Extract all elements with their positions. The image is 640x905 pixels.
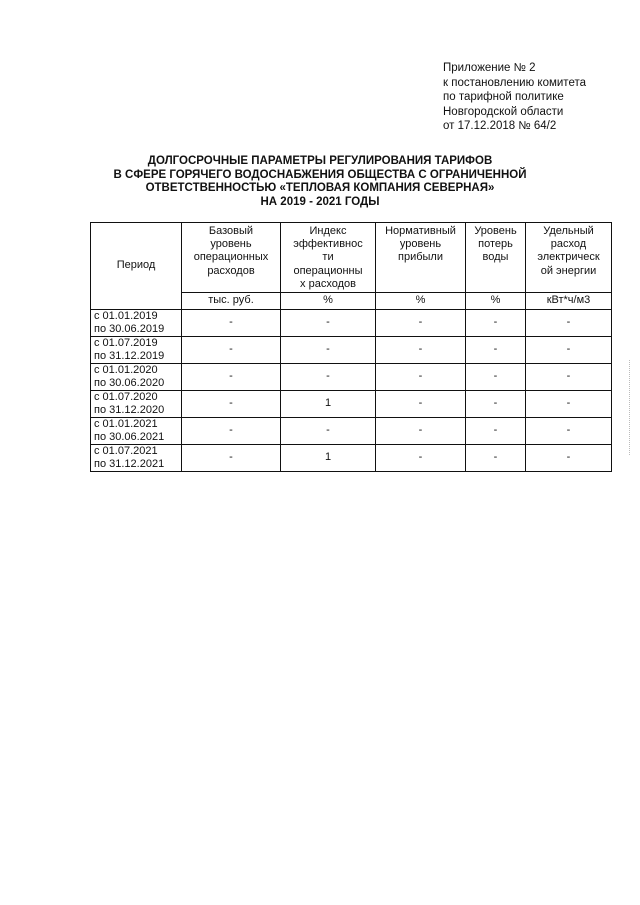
column-header-line: Базовый — [208, 225, 254, 237]
column-header — [526, 223, 612, 293]
table-row — [91, 391, 612, 418]
value-cell: - — [376, 445, 466, 472]
appendix-line: Новгородской области — [443, 105, 564, 118]
value-cell: - — [466, 364, 526, 391]
period-cell — [91, 337, 182, 364]
value-cell: - — [376, 418, 466, 445]
value-cell: 1 — [281, 391, 376, 418]
period-from: с 01.07.2021 — [94, 445, 158, 457]
value-cell: - — [182, 391, 281, 418]
value-cell: - — [281, 364, 376, 391]
value-cell: - — [182, 445, 281, 472]
period-to: по 30.06.2021 — [94, 431, 165, 443]
column-header — [281, 223, 376, 293]
value-cell: - — [466, 310, 526, 337]
value-cell: - — [182, 337, 281, 364]
table-header-row — [91, 223, 612, 293]
appendix-note — [443, 61, 586, 134]
scan-edge-marks — [629, 360, 633, 455]
value-cell: - — [466, 391, 526, 418]
column-header-line: Уровень — [474, 225, 517, 237]
value-cell: - — [526, 364, 612, 391]
value-cell: - — [376, 310, 466, 337]
period-to: по 31.12.2020 — [94, 404, 165, 416]
appendix-line: по тарифной политике — [443, 91, 564, 103]
unit-cell: тыс. руб. — [182, 293, 281, 310]
period-to: по 30.06.2019 — [94, 323, 165, 335]
column-header-line: ой энергии — [540, 264, 597, 277]
column-header — [466, 223, 526, 293]
table-row — [91, 337, 612, 364]
column-header-line: Период — [116, 259, 156, 272]
column-header-line: ти — [322, 251, 334, 264]
value-cell: - — [466, 337, 526, 364]
unit-cell: % — [466, 293, 526, 310]
column-header-line: расход — [550, 238, 587, 251]
column-header-line: эффективнос — [293, 238, 363, 251]
title-line: ДОЛГОСРОЧНЫЕ ПАРАМЕТРЫ РЕГУЛИРОВАНИЯ ТАРИФОВ — [147, 155, 493, 167]
title-line: В СФЕРЕ ГОРЯЧЕГО ВОДОСНАБЖЕНИЯ ОБЩЕСТВА С ОГРАНИЧЕННОЙ — [113, 168, 527, 181]
value-cell: - — [281, 418, 376, 445]
period-cell — [91, 364, 182, 391]
column-header-line: воды — [482, 251, 509, 264]
column-header-line: расходов — [207, 264, 255, 277]
value-cell: - — [526, 445, 612, 472]
column-header-line: Удельный — [543, 225, 594, 237]
column-header-line: уровень — [399, 238, 442, 251]
value-cell: - — [526, 337, 612, 364]
value-cell: - — [376, 337, 466, 364]
value-cell: 1 — [281, 445, 376, 472]
value-cell: - — [376, 391, 466, 418]
column-header — [376, 223, 466, 293]
period-cell — [91, 391, 182, 418]
value-cell: - — [182, 364, 281, 391]
document-title — [90, 155, 550, 209]
period-to: по 30.06.2020 — [94, 377, 165, 389]
table-row — [91, 364, 612, 391]
value-cell: - — [281, 310, 376, 337]
period-from: с 01.07.2020 — [94, 391, 158, 403]
column-header-line: операционны — [293, 264, 363, 277]
table-row — [91, 418, 612, 445]
value-cell: - — [281, 337, 376, 364]
column-header-line: операционных — [193, 251, 269, 264]
column-header — [182, 223, 281, 293]
title-line: НА 2019 - 2021 ГОДЫ — [260, 195, 380, 208]
table-body — [91, 223, 612, 472]
column-header-line: х расходов — [300, 277, 356, 290]
column-header-line: Индекс — [309, 225, 347, 237]
table-row — [91, 310, 612, 337]
value-cell: - — [182, 310, 281, 337]
period-to: по 31.12.2021 — [94, 458, 165, 470]
period-cell — [91, 310, 182, 337]
column-header-line: прибыли — [398, 251, 443, 264]
period-cell — [91, 445, 182, 472]
column-header-line: потерь — [478, 238, 513, 251]
unit-cell: % — [281, 293, 376, 310]
column-header-line: электрическ — [537, 251, 600, 264]
appendix-line: Приложение № 2 — [443, 62, 536, 74]
value-cell: - — [526, 418, 612, 445]
period-from: с 01.01.2020 — [94, 364, 158, 376]
period-from: с 01.01.2021 — [94, 418, 158, 430]
value-cell: - — [466, 418, 526, 445]
value-cell: - — [526, 391, 612, 418]
column-header-line: уровень — [210, 238, 252, 251]
parameters-table — [90, 222, 612, 472]
column-header-line: Нормативный — [385, 225, 456, 237]
period-from: с 01.01.2019 — [94, 310, 158, 322]
period-from: с 01.07.2019 — [94, 337, 158, 349]
value-cell: - — [376, 364, 466, 391]
period-to: по 31.12.2019 — [94, 350, 165, 362]
appendix-line: к постановлению комитета — [443, 76, 586, 89]
unit-cell: кВт*ч/м3 — [526, 293, 612, 310]
period-cell — [91, 418, 182, 445]
table-row — [91, 445, 612, 472]
value-cell: - — [466, 445, 526, 472]
value-cell: - — [182, 418, 281, 445]
title-line: ОТВЕТСТВЕННОСТЬЮ «ТЕПЛОВАЯ КОМПАНИЯ СЕВЕРНАЯ» — [145, 182, 495, 194]
value-cell: - — [526, 310, 612, 337]
column-header — [91, 223, 182, 310]
unit-cell: % — [376, 293, 466, 310]
appendix-line: от 17.12.2018 № 64/2 — [443, 120, 557, 132]
